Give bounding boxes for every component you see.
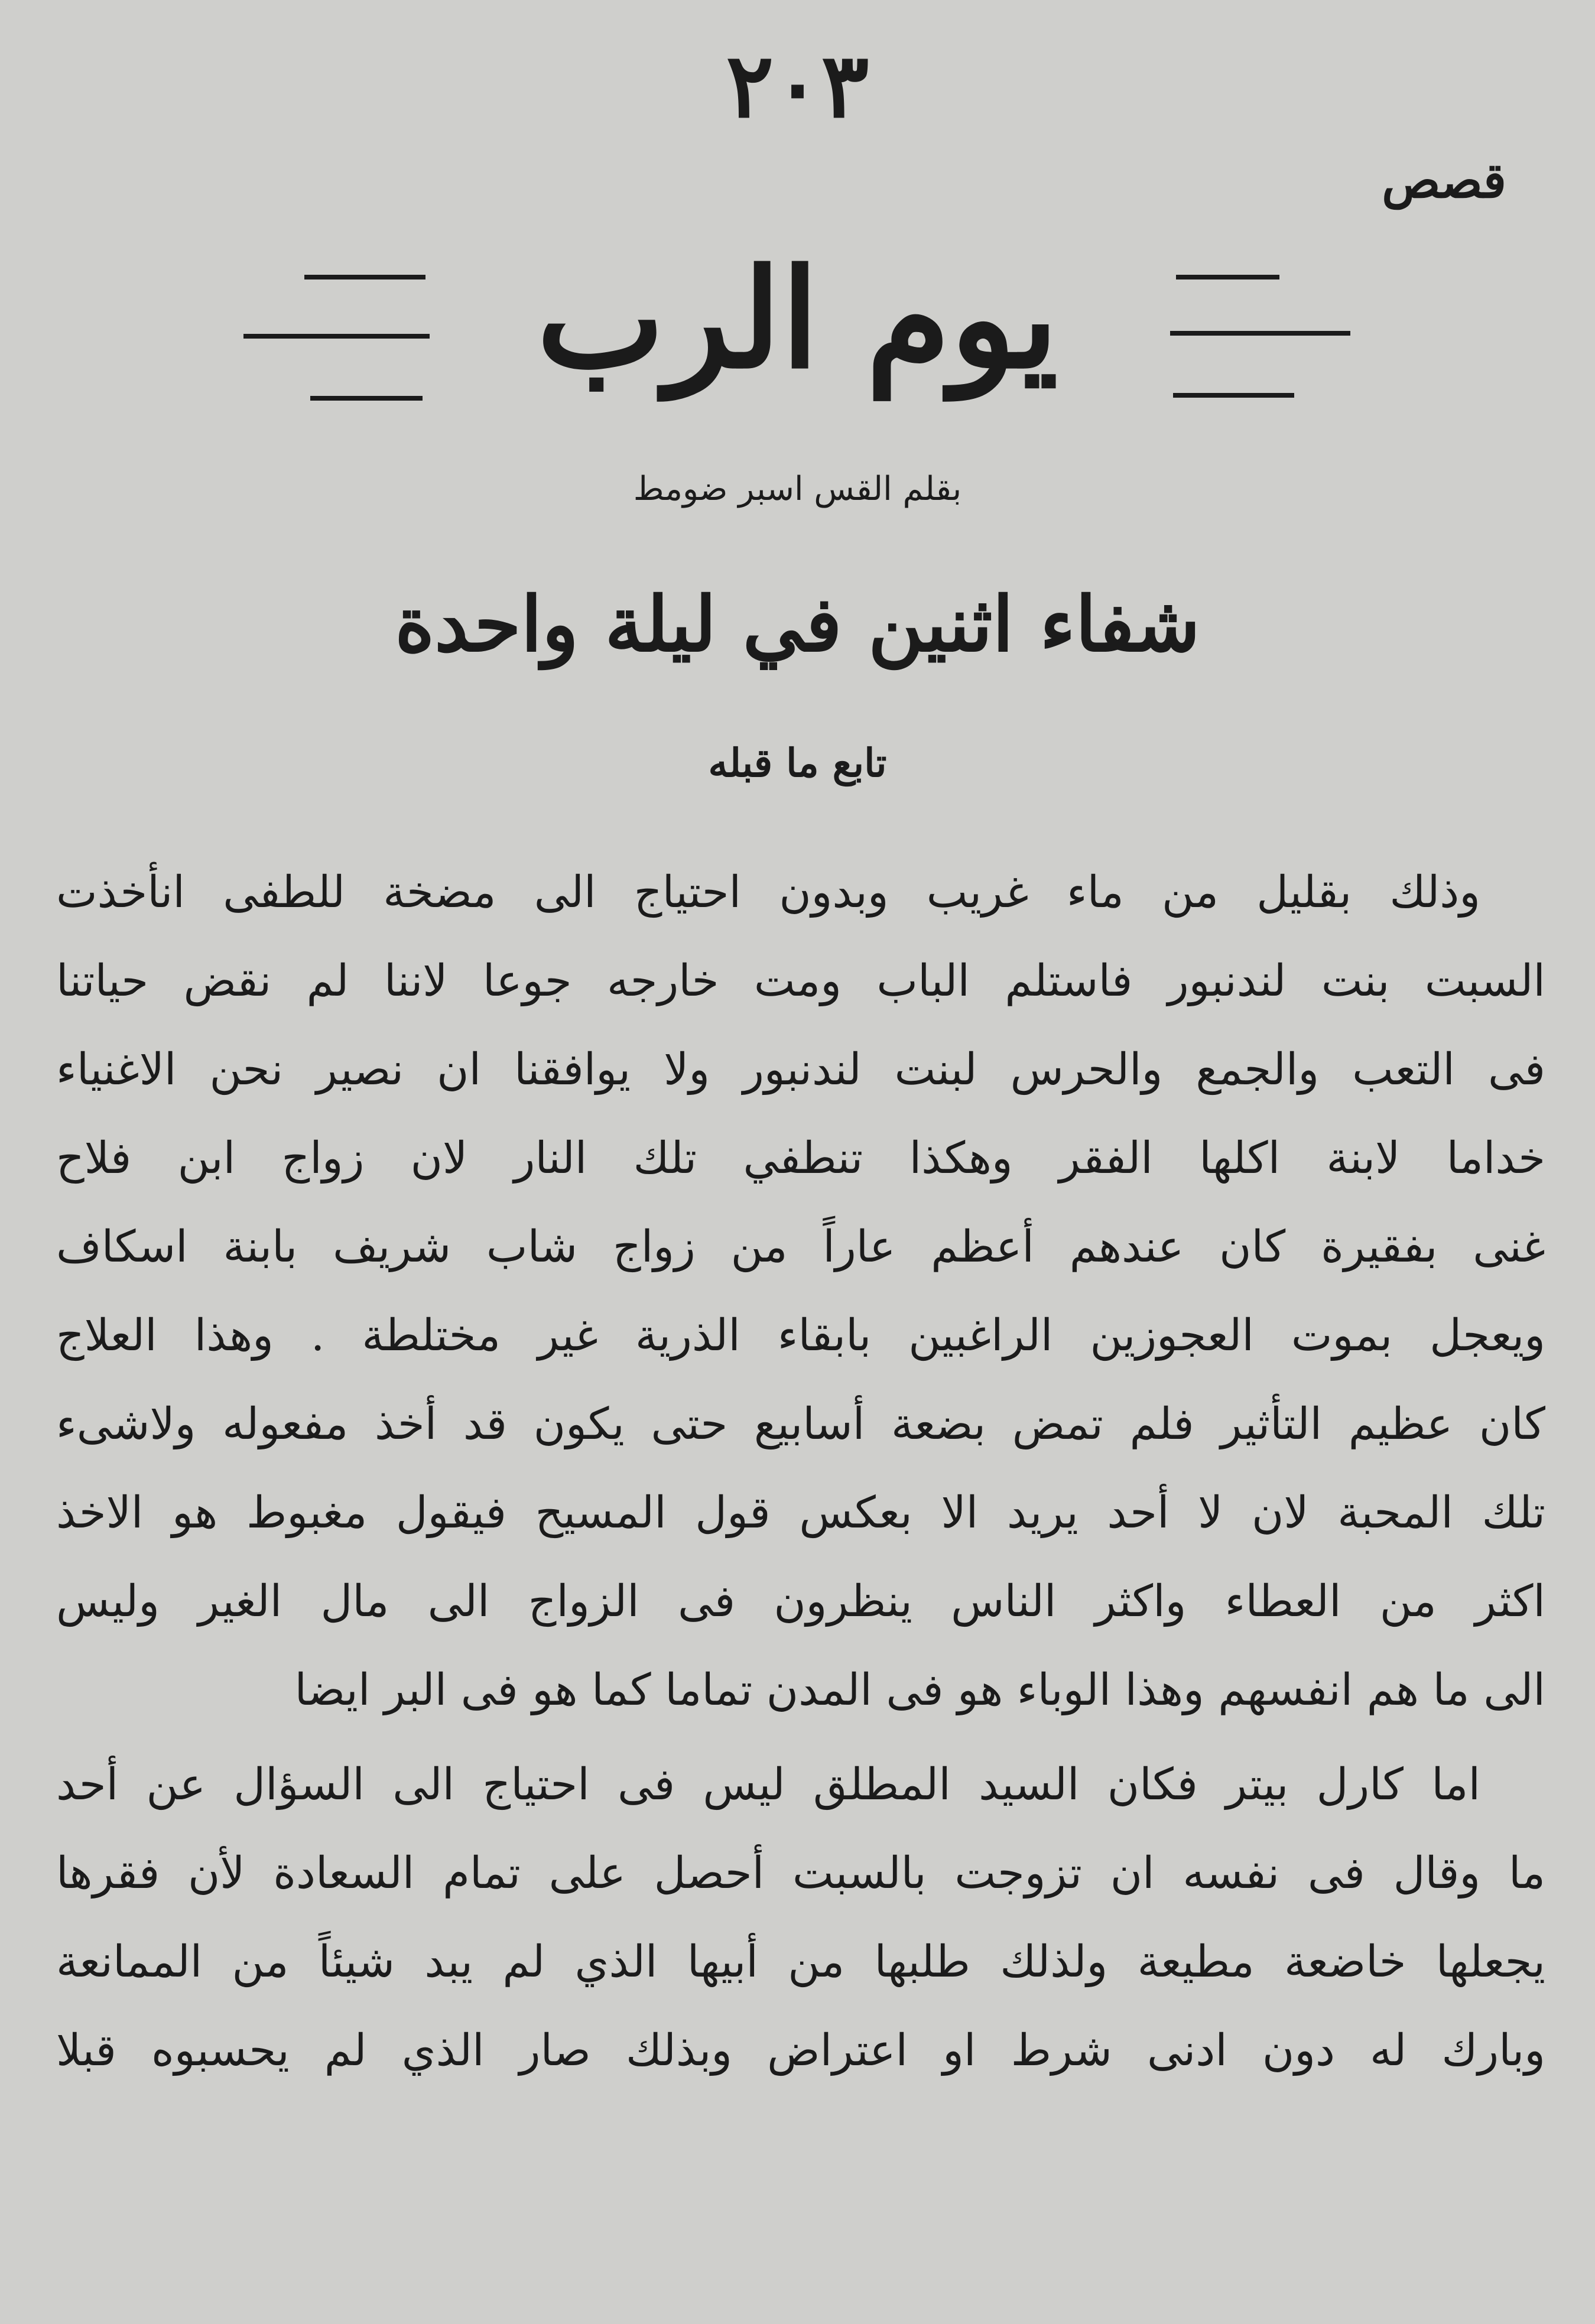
body-line: وبارك له دون ادنى شرط او اعتراض وبذلك صار الذي لم يحسبوه قبلا	[56, 2025, 1545, 2076]
ornament-rule	[310, 396, 423, 401]
section-label: قصص	[1382, 152, 1506, 209]
byline: بقلم القس اسبر ضومط	[633, 470, 962, 508]
continued-note: تابع ما قبله	[708, 740, 887, 786]
body-line: ويعجل بموت العجوزين الراغبين بابقاء الذرية غير مختلطة . وهذا العلاج	[56, 1310, 1545, 1361]
body-line: وذلك بقليل من ماء غريب وبدون احتياج الى مضخة للطفى انأخذت	[56, 867, 1480, 918]
body-line: غنى بفقيرة كان عندهم أعظم عاراً من زواج شاب شريف بابنة اسكاف	[56, 1221, 1545, 1272]
body-line: اما كارل بيتر فكان السيد المطلق ليس فى احتياج الى السؤال عن أحد	[56, 1759, 1480, 1810]
body-line: ما وقال فى نفسه ان تزوجت بالسبت أحصل على تمام السعادة لأن فقرها	[56, 1848, 1545, 1899]
page-number: ٢٠٣	[726, 34, 869, 138]
subtitle: شفاء اثنين في ليلة واحدة	[395, 580, 1200, 669]
body-line: تلك المحبة لان لا أحد يريد الا بعكس قول المسيح فيقول مغبوط هو الاخذ	[56, 1487, 1545, 1538]
body-line: اكثر من العطاء واكثر الناس ينظرون فى الزواج الى مال الغير وليس	[56, 1576, 1545, 1627]
body-line: الى ما هم انفسهم وهذا الوباء هو فى المدن تماما كما هو فى البر ايضا	[294, 1665, 1545, 1715]
body-line: السبت بنت لندنبور فاستلم الباب ومت خارجه جوعا لاننا لم نقض حياتنا	[56, 955, 1545, 1006]
main-title: يوم الرب	[537, 239, 1058, 399]
body-line: خداما لابنة اكلها الفقر وهكذا تنطفي تلك النار لان زواج ابن فلاح	[56, 1133, 1545, 1184]
body-line: كان عظيم التأثير فلم تمض بضعة أسابيع حتى يكون قد أخذ مفعوله ولاشىء	[56, 1399, 1545, 1449]
body-line: فى التعب والجمع والحرس لبنت لندنبور ولا يوافقنا ان نصير نحن الاغنياء	[56, 1044, 1545, 1095]
ornament-rule	[1173, 393, 1294, 398]
body-line: يجعلها خاضعة مطيعة ولذلك طلبها من أبيها الذي لم يبد شيئاً من الممانعة	[56, 1936, 1545, 1987]
